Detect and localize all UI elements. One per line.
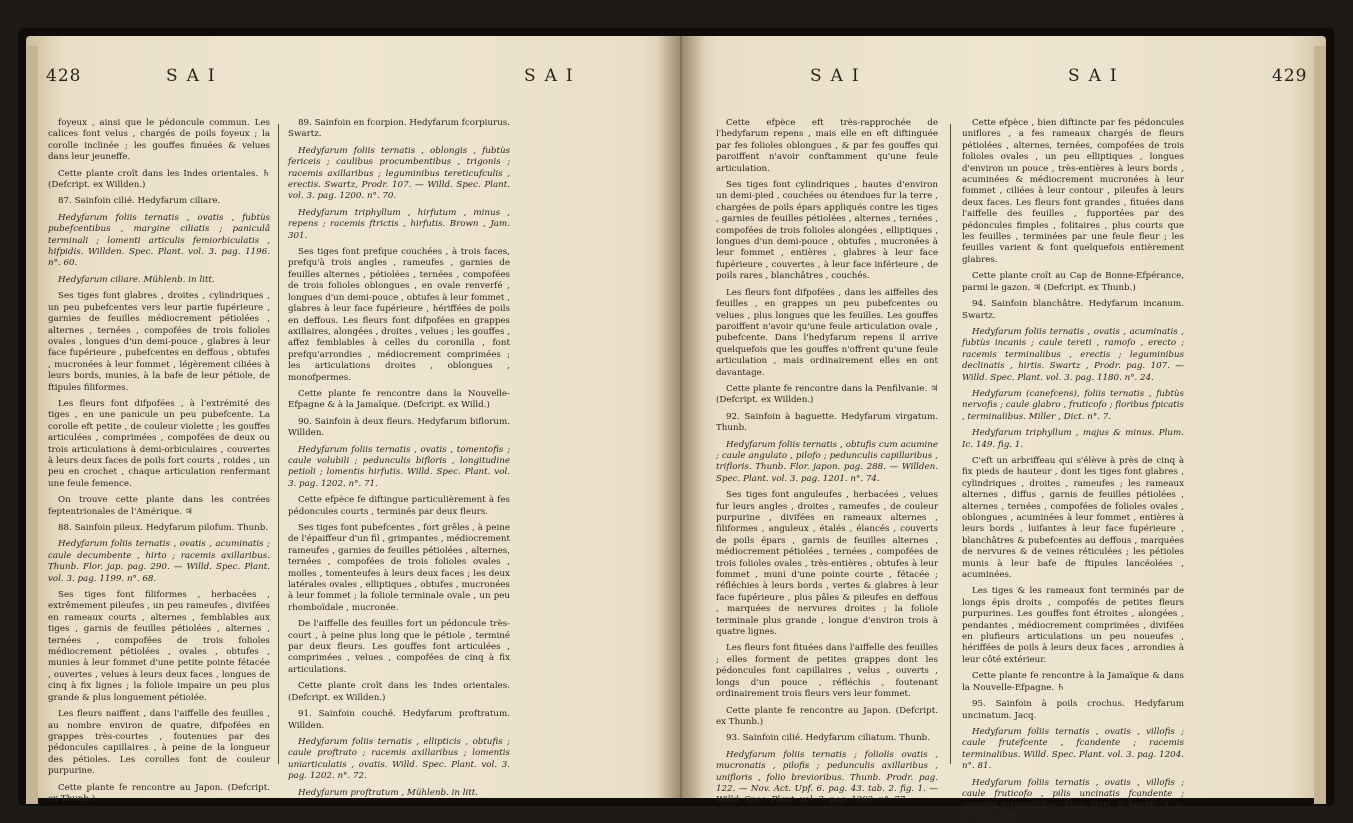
right-page: [680, 36, 1326, 822]
left-running-head-1: SAI: [166, 66, 224, 86]
entry-heading: 93. Sainfoin cilié. Hedyfarum ciliatum. Thunb.: [726, 733, 930, 744]
paragraph: De l'aiffelle des feuilles fort un pédoncule très-court , à peine plus long que le pétiole , terminé par deux fleurs. Les gouffes font articulées , comprimées , velues , compofées de cinq à fix articulations.: [288, 619, 510, 675]
paragraph: Ses tiges font filiformes , herbacées , extrêmement pileufes , un peu rameufes , divifées en rameaux courts , alternes , femblables aux tiges , garnis de feuilles pétiolées , alternes , ternées , compofées de trois folioles médiocrement pétiolées , ovales , obtufes , munies à leur fommet d'une petite pointe fétacée , ouvertes , velues à leurs deux faces , longues de cinq à fix lignes ; la foliole impaire un peu plus grande & plus longuement pétiolée.: [48, 590, 270, 703]
entry-heading: 91. Sainfoin couché. Hedyfarum proftratum. Willden.: [288, 709, 510, 731]
left-column-rule: [278, 124, 279, 764]
entry-heading: 95. Sainfoin à poils crochus. Hedyfarum uncinatum. Jacq.: [962, 699, 1184, 721]
left-page: [26, 36, 680, 804]
right-page-number: 429: [1272, 66, 1308, 86]
latin-diagnosis: Hedyfarum foliis ternatis , ovatis , acuminatis ; caule decumbente , hirto ; racemis axillaribus. Thunb. Flor. jap. pag. 290. — Willd. Spec. Plant. vol. 3. pag. 1199. n°. 68.: [48, 539, 270, 584]
paragraph: Cette plante fe rencontre dans la Penfilvanie. ♃ (Defcript. ex Willden.): [716, 383, 938, 406]
synonym: Hedyfarum ciliare. Mühlenb. in litt.: [58, 274, 215, 285]
latin-diagnosis: Hedyfarum foliis ternatis , oblongis , fubtùs fericeis ; caulibus procumbentibus , trigonis ; racemis axillaribus ; leguminibus tereticufculis , erectis. Swartz, Prodr. 107. — Willd. Spec. Plant. vol. 3. pag. 1200. n°. 70.: [288, 145, 510, 202]
paragraph: Cette plante croît au Cap de Bonne-Efpérance, parmi le gazon. ♃ (Defcript. ex Thunb.): [962, 271, 1184, 293]
left-running-head-2: SAI: [524, 66, 582, 86]
left-column-2: [288, 118, 511, 798]
paragraph: Les fleurs font difpofées , à l'extrémité des tiges , en une panicule un peu pubefcente. La corolle eft petite , de couleur violette ; les gouffes articulées , comprimées , compofées de deux ou trois articulations à demi-orbiculaires , couvertes à leurs deux faces de poils fort courts , roides , un peu en crochet , chaque articulation renfermant une feule femence.: [48, 398, 270, 489]
paragraph: Cette plante fe rencontre au Japon. (Defcript. ex Thunb.): [716, 705, 938, 727]
paragraph: C'eft un arbriffeau qui s'élève à près de cinq à fix pieds de hauteur , dont les tiges font glabres , cylindriques , droites , rameufes ; les rameaux alternes , diffus , garnis de feuilles pétiolées , alternes , ternées , compofées de folioles ovales , oblongues , acuminées à leur fommet , entières à leurs bords , luifantes à leur face fupérieure , blanchâtres & pubefcentes au deffous , marquées de nervures & de veines réticulées ; les pétioles munis à leur bafe de ftipules lancéolées , acuminées.: [962, 455, 1184, 581]
right-running-head-2: SAI: [1068, 66, 1126, 86]
entry-heading: 87. Sainfoin cilié. Hedyfarum ciliare.: [58, 196, 221, 207]
paragraph: On trouve cette plante dans les contrées feptentrionales de l'Amérique. ♃: [48, 495, 270, 517]
paragraph: Les fleurs font fituées dans l'aiffelle des feuilles ; elles forment de petites grappes dont les pédoncules font capillaires , velus , ouverts , longs d'un pouce , réfléchis , foutenant ordinairement trois fleurs vers leur fommet.: [716, 643, 938, 700]
latin-diagnosis: Hedyfarum foliis ternatis , obtufis cum acumine ; caule angulato , pilofo ; pedunculis capillaribus , trifloris. Thunb. Flor. japon. pag. 288. — Willden. Spec. Plant. vol. 3. pag. 1201. n°. 74.: [716, 439, 938, 484]
paragraph: Les fleurs font difpofées , dans les aiffelles des feuilles , en grappes un peu pubefcentes ou velues , plus longues que les feuilles. Les gouffes paroiffent n'avoir qu'une feule articulation ovale , pubefcente. Dans l'hedyfarum repens il arrive quelquefois que les gouffes n'offrent qu'une feule articulation , mais ordinairement elles en ont davantage.: [716, 287, 938, 378]
latin-diagnosis: Hedyfarum foliis ternatis , ovatis , villofis ; caule frutefcente , fcandente ; racemis terminalibus. Willd. Spec. Plant. vol. 3. pag. 1204. n°. 81.: [962, 726, 1184, 772]
entry-heading: 89. Sainfoin en fcorpion. Hedyfarum fcorpiurus. Swartz.: [288, 118, 511, 140]
page-edge-right: [1314, 46, 1326, 804]
entry-heading: 94. Sainfoin blanchâtre. Hedyfarum incanum. Swartz.: [962, 299, 1184, 321]
entry-heading: 88. Sainfoin pileux. Hedyfarum pilofum. Thunb.: [58, 523, 269, 533]
latin-diagnosis: Hedyfarum foliis ternatis , ellipticis , obtufis ; caule proftrato ; racemis axillaribus ; lomentis uniarticulatis , ovatis. Willd. Spec. Plant. vol. 3. pag. 1202. n°. 72.: [288, 736, 510, 782]
synonym: Hedyfarum proftratum , Mühlenb. in litt.: [298, 787, 479, 798]
latin-diagnosis: Hedyfarum foliis ternatis , ovatis , villofis ; caule fruticofo , pilis uncinatis fcandente ; racemis terminalibus. Jacq. Hort. Schoenb. 3. p. 27. tab. 298.: [962, 777, 1184, 822]
book-spread: [18, 28, 1335, 822]
entry-heading: 92. Sainfoin à baguette. Hedyfarum virgatum. Thunb.: [716, 411, 938, 434]
entry-heading: 90. Sainfoin à deux fleurs. Hedyfarum biflorum. Willden.: [288, 416, 510, 439]
paragraph: Cette efpèce , bien diftincte par fes pédoncules uniflores , a fes rameaux chargés de fleurs pétiolées , alternes, ternées, compofées de trois folioles ovales , un peu elliptiques , longues d'environ un pouce , très-entières à leurs bords , acuminées & médiocrement mucronées à leur fommet , ciliées à leur contour , pileufes à leurs deux faces. Les fleurs font grandes , fituées dans l'aiffelle des feuilles , fupportées par des pédoncules fimples , folitaires , plus courts que les feuilles , terminées par une feule fleur ; les feuilles varient & font quelquefois entièrement glabres.: [962, 118, 1184, 265]
latin-diagnosis: Hedyfarum foliis ternatis ; foliolis ovatis , mucronatis , pilofis ; pedunculis axillaribus , unifloris , folio brevioribus. Thunb. Prodr. pag. 122. — Nov. Act. Upf. 6. pag. 43. tab. 2. fig. 1. — Willd. Spec. Plant. vol. 3. pag. 1202. n°. 77.: [716, 749, 938, 806]
paragraph: Les tiges & les rameaux font terminés par de longs épis droits , compofés de petites fleurs purpurines. Les gouffes font étroites , alongées , pendantes , médiocrement comprimées , divifées en plufieurs articulations un peu noueufes , hériffées de poils à leurs deux faces , arrondies à leur côté extérieur.: [962, 586, 1184, 665]
paragraph: Cette efpèce eft très-rapprochée de l'hedyfarum repens , mais elle en eft diftinguée par fes folioles oblongues , & par fes gouffes qui paroiffent n'avoir conftamment qu'une feule articulation.: [716, 118, 938, 174]
paragraph: Cette efpèce fe diftingue particulièrement à fes pédoncules courts , terminés par deux fleurs.: [288, 495, 510, 517]
paragraph: Ses tiges font glabres , droites , cylindriques , un peu pubefcentes vers leur partie fupérieure , garnies de feuilles médiocrement pétiolées , alternes , ternées , compofées de trois folioles ovales , longues d'un demi-pouce , glabres à leur face fupérieure , pubefcentes en deffous , obtufes , mucronées à leur fommet , légèrement ciliées à leurs bords, munies, à la bafe de leur pétiole, de ftipules filiformes.: [48, 291, 270, 393]
paragraph: Cette plante fe rencontre au Japon. (Defcript. ex Thunb.): [48, 782, 270, 804]
paragraph: Ses tiges font pubefcentes , fort grêles , à peine de l'épaiffeur d'un fil , grimpantes , médiocrement rameufes , garnies de feuilles pétiolées , alternes, ternées , compofées de trois folioles ovales , molles , tomenteufes à leurs deux faces ; les deux latérales ovales , elliptiques , obtufes , mucronées à leur fommet ; la foliole terminale ovale , un peu rhomboïdale , mucronée.: [288, 523, 510, 613]
paragraph: Cette plante fe rencontre à la Jamaïque & dans la Nouvelle-Efpagne. ♄: [962, 671, 1184, 693]
paragraph: Ses tiges font prefque couchées , à trois faces, prefqu'à trois angles , rameufes , garnies de feuilles alternes , pétiolées , ternées , compofées de trois folioles oblongues , en ovale renverfé , longues d'un demi-pouce , obtufes à leur fommet , glabres à leur face fupérieure , hériffées de poils en deffous. Les fleurs font difpofées en grappes axillaires, alongées , droites , velues ; les gouffes , affez femblables à celles du coronilla , font prefqu'arrondies , médiocrement comprimées ; les articulations droites , oblongues , monofpermes.: [288, 247, 510, 383]
right-running-head-1: SAI: [810, 66, 868, 86]
page-edge-left: [26, 46, 38, 804]
right-column-1: [716, 118, 938, 806]
synonym: Hedyfarum triphyllum , hirfutum , minus , repens ; racemis ftrictis , hirfutis. Brown , Jam. 301.: [288, 207, 510, 241]
left-page-number: 428: [46, 66, 82, 86]
latin-diagnosis: Hedyfarum foliis ternatis , ovatis , acuminatis , fubtùs incanis ; caule tereti , ramofo , erecto ; racemis terminalibus , erectis ; leguminibus declinatis , hirtis. Swartz , Prodr. pag. 107. — Willd. Spec. Plant. vol. 3. pag. 1180. n°. 24.: [962, 326, 1184, 383]
right-column-2: [962, 118, 1184, 822]
paragraph: Cette plante croît dans les Indes orientales. ♄ (Defcript. ex Willden.): [48, 168, 270, 191]
latin-diagnosis: Hedyfarum (canefcens), foliis ternatis , fubtùs nervofis ; caule glabro , fruticofo ; floribus fpicatis , terminalibus. Miller , Dict. n°. 7.: [962, 388, 1184, 422]
latin-diagnosis: Hedyfarum foliis ternatis , ovatis , tomentofis ; caule volubili ; pedunculis bifloris , longitudine petioli ; lomentis hirfutis. Willd. Spec. Plant. vol. 3. pag. 1202. n°. 71.: [288, 444, 510, 489]
paragraph: Les fleurs naiffent , dans l'aiffelle des feuilles , au nombre environ de quatre, difpofées en grappes très-courtes , foutenues par des pédoncules capillaires , à peine de la longueur des pétioles. Les corolles font de couleur purpurine.: [48, 709, 270, 777]
paragraph: Ses tiges font cylindriques , hautes d'environ un demi-pied , couchées ou étendues fur la terre , chargées de poils épars appliqués contre les tiges , garnies de feuilles pétiolées , alternes , ternées , compofées de trois folioles alongées , elliptiques , longues d'un demi-pouce , obtufes , mucronées à leur fommet , entières , glabres à leur face fupérieure , couvertes , à leur face inférieure , de poils rares , blanchâtres , couchés.: [716, 180, 938, 282]
paragraph: foyeux , ainsi que le pédoncule commun. Les calices font velus , chargés de poils foyeux ; la corolle inclinée ; les gouffes finuées & velues dans leur jeuneffe.: [48, 118, 270, 163]
paragraph: Ses tiges font anguleufes , herbacées , velues fur leurs angles , droites , rameufes , de couleur purpurine , divifées en rameaux alternes , filiformes , anguleux , étalés , élancés , couverts de poils épars , garnis de feuilles alternes , médiocrement pétiolées , ternées , compofées de trois folioles ovales , très-entières , obtufes à leur fommet , muni d'une pointe courte , fétacée ; réfléchies à leurs bords , vertes & glabres à leur face fupérieure , plus pâles & pileufes en deffous , marquées de nervures droites ; la foliole terminale plus grande , longue d'environ trois à quatre lignes.: [716, 490, 938, 638]
latin-diagnosis: Hedyfarum foliis ternatis , ovatis , fubtùs pubefcentibus , margine ciliatis ; paniculâ terminali ; lomenti articulis femiorbiculatis , hifpidis. Willden. Spec. Plant. vol. 3. pag. 1196. n°. 60.: [48, 212, 270, 269]
paragraph: Cette plante fe rencontre dans la Nouvelle-Efpagne & à la Jamaïque. (Defcript. ex Willd.): [288, 388, 510, 411]
left-column-1: [48, 118, 270, 804]
right-column-rule: [950, 124, 951, 764]
synonym: Hedyfarum triphyllum , majus & minus. Plum. Ic. 149. fig. 1.: [962, 428, 1184, 450]
paragraph: Cette plante croît dans les Indes orientales. (Defcript. ex Willden.): [288, 681, 510, 703]
